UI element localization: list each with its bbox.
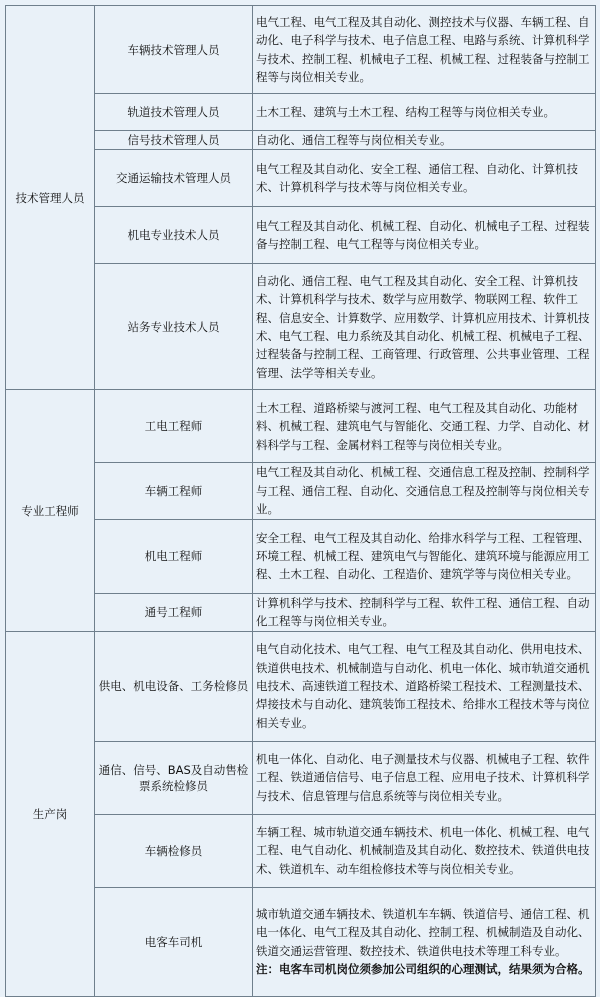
majors-text: 车辆工程、城市轨道交通车辆技术、机电一体化、机械工程、电气工程、电气自动化、机械制造及其自动化、数控技术、铁道供电技术、铁道机车、动车组检修技术等与岗位相关专业。	[256, 825, 590, 876]
majors-text: 计算机科学与技术、控制科学与工程、软件工程、通信工程、自动化工程等与岗位相关专业。	[256, 595, 590, 629]
position-cell: 电客车司机	[95, 887, 253, 996]
majors-cell	[253, 94, 596, 131]
majors-cell	[253, 593, 596, 631]
majors-cell	[253, 631, 596, 741]
table-row	[6, 741, 596, 814]
category-cell: 技术管理人员	[6, 6, 95, 390]
majors-cell	[253, 814, 596, 887]
majors-cell	[253, 519, 596, 593]
table-row	[6, 593, 596, 631]
majors-cell	[253, 6, 596, 94]
majors-cell	[253, 264, 596, 390]
majors-text: 电气工程、电气工程及其自动化、测控技术与仪器、车辆工程、自动化、电子科学与技术、电子信息工程、电路与系统、计算机科学与技术、控制工程、机械电子工程、机械工程、过程装备与控制工程等与岗位相关专业。	[256, 14, 590, 84]
table-row	[6, 887, 596, 996]
position-cell: 轨道技术管理人员	[95, 94, 253, 131]
majors-cell	[253, 463, 596, 519]
majors-cell	[253, 741, 596, 814]
position-cell: 车辆技术管理人员	[95, 6, 253, 94]
category-cell: 专业工程师	[6, 390, 95, 631]
majors-text: 自动化、通信工程等与岗位相关专业。	[256, 133, 452, 147]
table-row	[6, 463, 596, 519]
majors-cell	[253, 131, 596, 150]
majors-cell	[253, 390, 596, 463]
position-cell: 工电工程师	[95, 390, 253, 463]
table-row	[6, 6, 596, 94]
position-cell: 交通运输技术管理人员	[95, 150, 253, 207]
category-cell: 生产岗	[6, 631, 95, 996]
position-cell: 通号工程师	[95, 593, 253, 631]
majors-text: 电气工程及其自动化、安全工程、通信工程、自动化、计算机技术、计算机科学与技术等与岗位相关专业。	[256, 162, 578, 195]
table-row	[6, 264, 596, 390]
majors-cell	[253, 887, 596, 996]
table-row	[6, 207, 596, 264]
table-row	[6, 631, 596, 741]
majors-text: 城市轨道交通车辆技术、铁道机车车辆、铁道信号、通信工程、机电一体化、电气工程及其自动化、控制工程、机械制造及自动化、铁道交通运营管理、数控技术、铁道供电技术等理工科专业。	[256, 906, 590, 958]
table-row	[6, 131, 596, 150]
majors-cell	[253, 207, 596, 264]
majors-text: 土木工程、道路桥梁与渡河工程、电气工程及其自动化、功能材料、机械工程、建筑电气与智能化、交通工程、力学、自动化、材料科学与工程、金属材料工程等与岗位相关专业。	[256, 400, 590, 452]
majors-cell	[253, 150, 596, 207]
position-cell: 信号技术管理人员	[95, 131, 253, 150]
table-row	[6, 94, 596, 131]
position-cell: 供电、机电设备、工务检修员	[95, 631, 253, 741]
position-cell: 车辆检修员	[95, 814, 253, 887]
table-row	[6, 390, 596, 463]
note-text: 注：电客车司机岗位须参加公司组织的心理测试，结果须为合格。	[256, 962, 590, 977]
majors-text: 自动化、通信工程、电气工程及其自动化、安全工程、计算机技术、计算机科学与技术、数学与应用数学、物联网工程、软件工程、信息安全、计算数学、应用数学、计算机应用技术、计算机技术、电气工程、电力系统及其自动化、机械工程、机械电子工程、过程装备与控制工程、工商管理、行政管理、公共事业管理、工程管理、法学等相关专业。	[256, 273, 590, 380]
table-row	[6, 519, 596, 593]
position-cell: 站务专业技术人员	[95, 264, 253, 390]
majors-text: 电气工程及其自动化、机械工程、交通信息工程及控制、控制科学与工程、通信工程、自动化、交通信息工程及控制等与岗位相关专业。	[256, 465, 590, 517]
majors-text: 电气工程及其自动化、机械工程、自动化、机械电子工程、过程装备与控制工程、电气工程等与岗位相关专业。	[256, 219, 590, 252]
table-row	[6, 150, 596, 207]
position-cell: 机电工程师	[95, 519, 253, 593]
table-row	[6, 814, 596, 887]
majors-text: 机电一体化、自动化、电子测量技术与仪器、机械电子工程、软件工程、铁道通信信号、电子信息工程、应用电子技术、计算机科学与技术、信息管理与信息系统等与岗位相关专业。	[256, 752, 590, 803]
position-cell: 机电专业技术人员	[95, 207, 253, 264]
recruitment-table	[5, 5, 596, 997]
position-cell: 车辆工程师	[95, 463, 253, 519]
majors-text: 安全工程、电气工程及其自动化、给排水科学与工程、工程管理、环境工程、机械工程、建筑电气与智能化、建筑环境与能源应用工程、土木工程、自动化、工程造价、建筑学等与岗位相关专业。	[256, 530, 590, 582]
position-cell: 通信、信号、BAS及自动售检票系统检修员	[95, 741, 253, 814]
majors-text: 电气自动化技术、电气工程、电气工程及其自动化、供用电技术、铁道供电技术、机械制造与自动化、机电一体化、城市轨道交通机电技术、高速铁道工程技术、道路桥梁工程技术、工程测量技术、焊接技术与自动化、建筑装饰工程技术、给排水工程技术等与岗位相关专业。	[256, 642, 590, 730]
majors-text: 土木工程、建筑与土木工程、结构工程等与岗位相关专业。	[256, 104, 555, 119]
